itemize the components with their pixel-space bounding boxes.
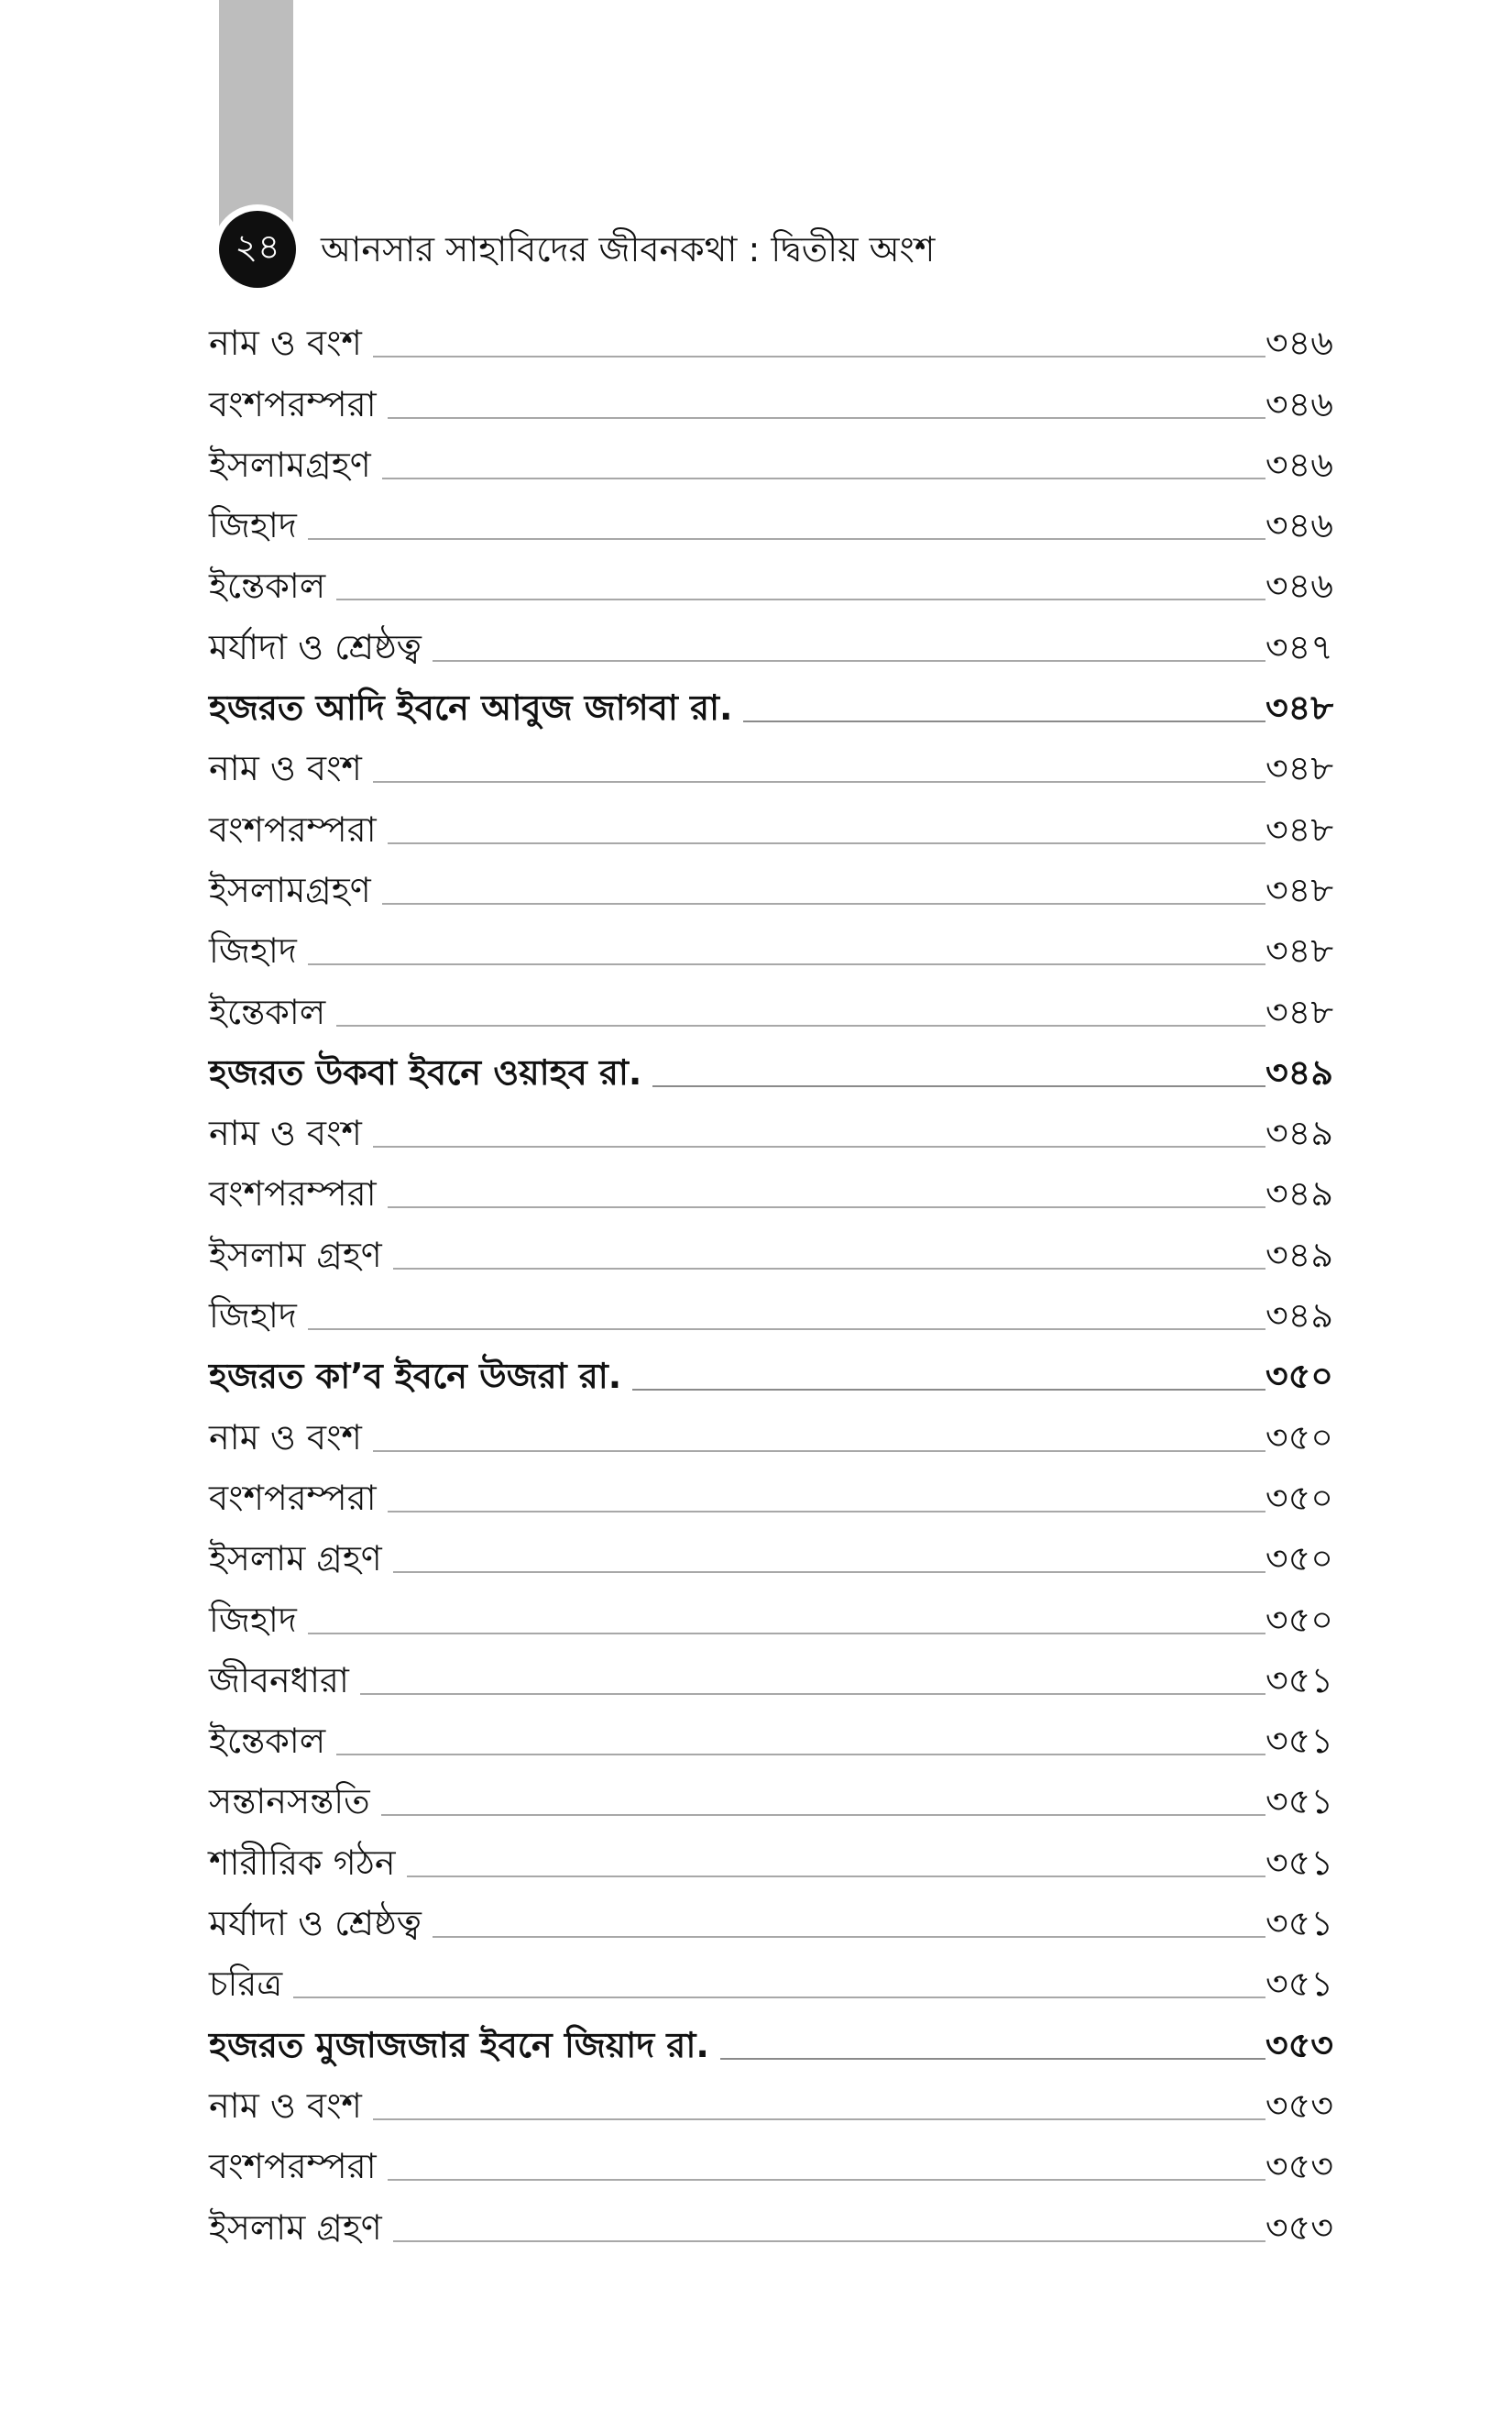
toc-section-heading: [209, 1339, 1333, 1400]
table-of-contents: [209, 306, 1333, 2251]
leader-line: [393, 2240, 1265, 2242]
toc-page-number: ৩৫১: [1265, 1721, 1333, 1762]
toc-page-number: ৩৪৮: [1265, 808, 1333, 850]
toc-entry-title: ইসলাম গ্রহণ: [209, 1538, 382, 1579]
toc-entry: [209, 306, 1333, 367]
toc-entry: [209, 732, 1333, 792]
leader-line: [308, 1633, 1265, 1634]
leader-line: [433, 1936, 1265, 1938]
toc-entry-title: হজরত আদি ইবনে আবুজ জাগবা রা.: [209, 688, 733, 729]
toc-page-number: ৩৪৬: [1265, 444, 1333, 485]
leader-line: [652, 1085, 1265, 1087]
toc-page-number: ৩৪৬: [1265, 323, 1333, 364]
toc-entry-title: মর্যাদা ও শ্রেষ্ঠত্ব: [209, 1903, 422, 1944]
toc-page-number: ৩৫১: [1265, 1964, 1333, 2005]
toc-entry: [209, 1461, 1333, 1522]
toc-entry: [209, 1886, 1333, 1947]
toc-entry: [209, 1279, 1333, 1339]
leader-line: [720, 2058, 1265, 2060]
page-number-badge: ২৪: [219, 211, 296, 288]
leader-line: [293, 1996, 1265, 1998]
toc-entry-title: জিহাদ: [209, 1599, 297, 1640]
toc-entry: [209, 2069, 1333, 2129]
toc-page-number: ৩৫০: [1265, 1416, 1333, 1458]
leader-line: [433, 660, 1265, 662]
leader-line: [388, 842, 1265, 844]
toc-entry: [209, 1217, 1333, 1278]
toc-entry-title: ইসলামগ্রহণ: [209, 444, 371, 485]
toc-entry-title: নাম ও বংশ: [209, 1416, 362, 1458]
toc-page-number: ৩৪৮: [1265, 930, 1333, 972]
leader-line: [382, 903, 1265, 905]
toc-page-number: ৩৫৩: [1265, 2146, 1333, 2187]
toc-entry-title: মর্যাদা ও শ্রেষ্ঠত্ব: [209, 626, 422, 667]
toc-entry: [209, 1096, 1333, 1157]
toc-entry-title: জিহাদ: [209, 1295, 297, 1336]
toc-page-number: ৩৫০: [1265, 1599, 1333, 1640]
leader-line: [336, 599, 1265, 600]
toc-entry: [209, 1704, 1333, 1765]
toc-entry-title: ইন্তেকাল: [209, 566, 326, 607]
leader-line: [382, 478, 1265, 479]
toc-entry: [209, 2129, 1333, 2190]
running-header-title: আনসার সাহাবিদের জীবনকথা : দ্বিতীয় অংশ: [321, 229, 936, 270]
toc-entry-title: নাম ও বংশ: [209, 323, 362, 364]
toc-page-number: ৩৪৮: [1265, 991, 1333, 1032]
toc-page-number: ৩৪৬: [1265, 566, 1333, 607]
toc-entry-title: জিহাদ: [209, 930, 297, 972]
toc-entry-title: বংশপরম্পরা: [209, 808, 377, 850]
toc-entry: [209, 1947, 1333, 2008]
toc-page-number: ৩৪৯: [1265, 1295, 1333, 1336]
leader-line: [373, 2118, 1265, 2120]
toc-entry: [209, 549, 1333, 610]
toc-entry: [209, 1522, 1333, 1582]
toc-entry-title: নাম ও বংশ: [209, 1113, 362, 1154]
toc-page-number: ৩৪৮: [1265, 688, 1333, 729]
leader-line: [388, 1511, 1265, 1512]
toc-page-number: ৩৪৯: [1265, 1051, 1333, 1093]
toc-entry: [209, 367, 1333, 427]
toc-page-number: ৩৫১: [1265, 1842, 1333, 1883]
toc-entry-title: নাম ও বংশ: [209, 2084, 362, 2126]
toc-entry: [209, 1644, 1333, 1704]
toc-entry-title: বংশপরম্পরা: [209, 2146, 377, 2187]
toc-entry-title: চরিত্র: [209, 1964, 283, 2005]
leader-line: [336, 1754, 1265, 1755]
leader-line: [308, 538, 1265, 540]
toc-entry-title: হজরত মুজাজজার ইবনে জিয়াদ রা.: [209, 2024, 709, 2065]
toc-entry: [209, 428, 1333, 489]
toc-entry-title: বংশপরম্পরা: [209, 383, 377, 424]
toc-page-number: ৩৫১: [1265, 1781, 1333, 1822]
leader-line: [407, 1876, 1265, 1877]
toc-entry-title: ইসলাম গ্রহণ: [209, 1234, 382, 1275]
toc-page-number: ৩৫১: [1265, 1659, 1333, 1700]
toc-page-number: ৩৪৯: [1265, 1113, 1333, 1154]
toc-entry: [209, 2190, 1333, 2250]
leader-line: [360, 1693, 1265, 1695]
toc-entry: [209, 1582, 1333, 1643]
leader-line: [388, 417, 1265, 419]
toc-section-heading: [209, 2008, 1333, 2068]
toc-section-heading: [209, 1036, 1333, 1096]
leader-line: [373, 1146, 1265, 1148]
leader-line: [373, 356, 1265, 358]
leader-line: [388, 1206, 1265, 1208]
leader-line: [373, 1450, 1265, 1452]
toc-entry: [209, 610, 1333, 670]
toc-page-number: ৩৫৩: [1265, 2206, 1333, 2248]
toc-page-number: ৩৫৩: [1265, 2024, 1333, 2065]
toc-page-number: ৩৪৬: [1265, 505, 1333, 546]
toc-entry: [209, 914, 1333, 974]
leader-line: [373, 781, 1265, 783]
toc-page-number: ৩৫১: [1265, 1903, 1333, 1944]
leader-line: [393, 1268, 1265, 1270]
toc-page-number: ৩৫০: [1265, 1356, 1333, 1397]
toc-entry-title: ইসলামগ্রহণ: [209, 869, 371, 910]
leader-line: [336, 1025, 1265, 1027]
toc-entry-title: নাম ও বংশ: [209, 748, 362, 789]
leader-line: [308, 1328, 1265, 1330]
toc-entry: [209, 1765, 1333, 1825]
toc-entry-title: জিহাদ: [209, 505, 297, 546]
leader-line: [743, 720, 1265, 722]
toc-entry: [209, 974, 1333, 1035]
toc-entry-title: জীবনধারা: [209, 1659, 349, 1700]
toc-page-number: ৩৪৯: [1265, 1234, 1333, 1275]
toc-entry-title: ইসলাম গ্রহণ: [209, 2206, 382, 2248]
toc-entry-title: বংশপরম্পরা: [209, 1477, 377, 1518]
toc-page-number: ৩৪৭: [1265, 626, 1333, 667]
toc-entry: [209, 1157, 1333, 1217]
toc-entry: [209, 1825, 1333, 1886]
toc-page-number: ৩৪৯: [1265, 1173, 1333, 1215]
toc-entry: [209, 792, 1333, 852]
toc-entry-title: ইন্তেকাল: [209, 991, 326, 1032]
leader-line: [381, 1814, 1265, 1816]
toc-page-number: ৩৫৩: [1265, 2084, 1333, 2126]
toc-page-number: ৩৪৬: [1265, 383, 1333, 424]
toc-section-heading: [209, 671, 1333, 732]
page-edge-tab: [219, 0, 293, 240]
toc-page-number: ৩৪৮: [1265, 748, 1333, 789]
toc-entry-title: বংশপরম্পরা: [209, 1173, 377, 1215]
toc-entry: [209, 489, 1333, 549]
toc-entry-title: ইন্তেকাল: [209, 1721, 326, 1762]
toc-entry-title: সন্তানসন্ততি: [209, 1781, 370, 1822]
leader-line: [388, 2179, 1265, 2181]
toc-page-number: ৩৫০: [1265, 1538, 1333, 1579]
toc-entry-title: হজরত কা’ব ইবনে উজরা রা.: [209, 1356, 622, 1397]
leader-line: [393, 1571, 1265, 1573]
toc-page-number: ৩৪৮: [1265, 869, 1333, 910]
toc-entry-title: হজরত উকবা ইবনে ওয়াহব রা.: [209, 1051, 642, 1093]
leader-line: [632, 1389, 1265, 1391]
toc-page-number: ৩৫০: [1265, 1477, 1333, 1518]
toc-entry: [209, 1400, 1333, 1460]
toc-entry-title: শারীরিক গঠন: [209, 1842, 396, 1883]
toc-entry: [209, 853, 1333, 914]
leader-line: [308, 963, 1265, 965]
